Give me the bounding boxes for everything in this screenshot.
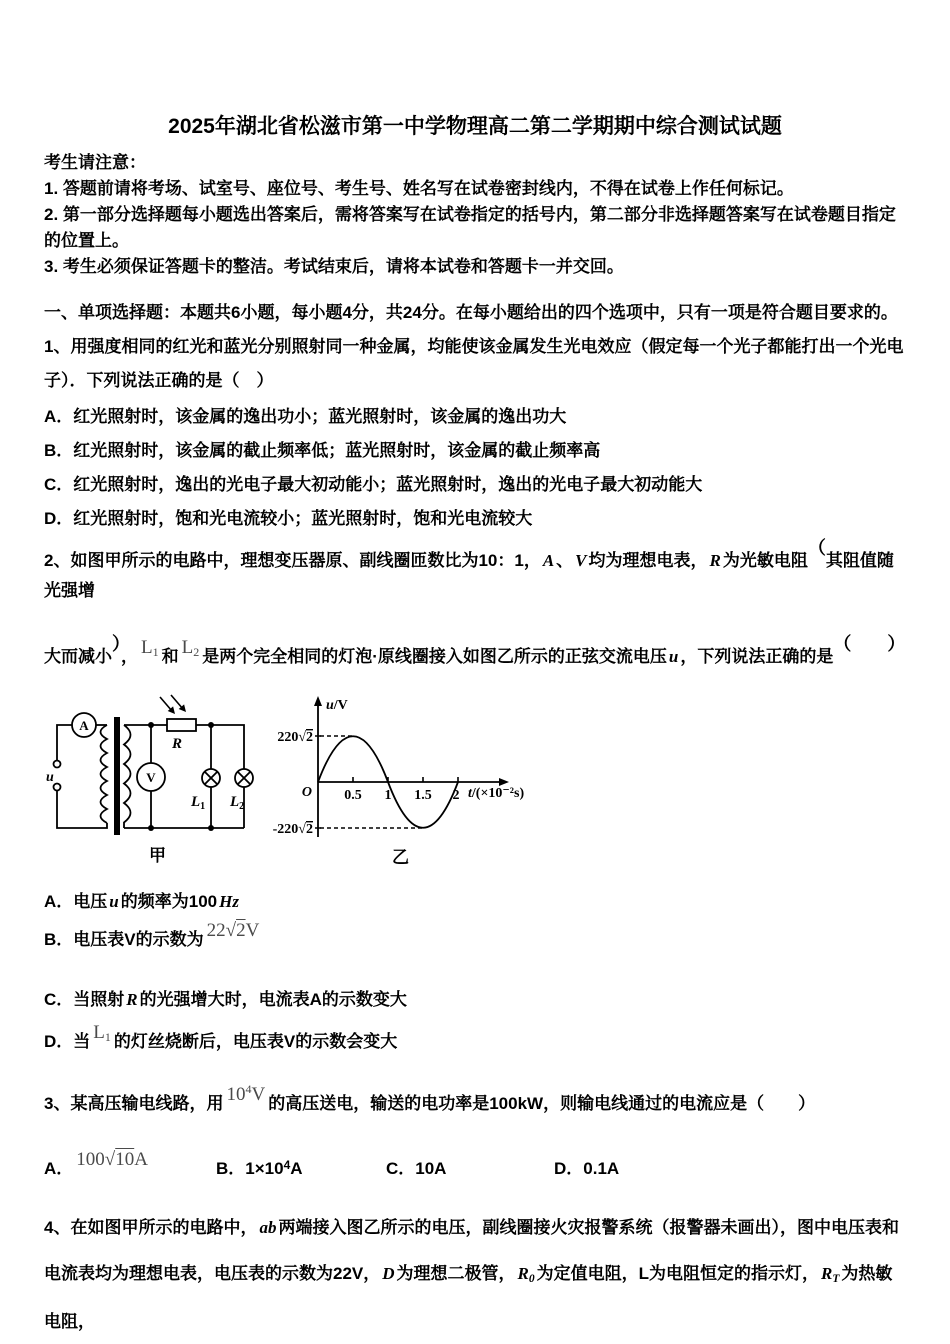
lamp2-cross: [238, 772, 251, 785]
q2-option-a-text: 的频率为100: [120, 892, 218, 911]
q4-stem-text: 为热敏电阻，: [44, 1264, 893, 1331]
formula-unit: A: [134, 1149, 148, 1170]
q3-option-a: [44, 1149, 216, 1181]
xlabel-rest: /(×10⁻²s): [471, 786, 525, 801]
formula-pre: 22√: [206, 920, 237, 941]
var-A: A: [542, 551, 555, 570]
x-tick-label: 1.5: [414, 788, 432, 803]
circuit-caption: 甲: [149, 846, 166, 865]
q2-stem-text: 其阻值随光强增: [44, 551, 894, 600]
question-4: [44, 1205, 906, 1344]
x-tick-label: 1: [384, 788, 392, 803]
formula-L2-base: L: [181, 637, 194, 658]
ylabel-rest: /V: [333, 698, 348, 713]
q2-option-d-text: 的灯丝烧断后，电压表V的示数会变大: [113, 1032, 398, 1051]
secondary-coil-icon: [124, 725, 131, 828]
q2-option-d-text: D．当: [44, 1032, 91, 1051]
question-2: [44, 538, 906, 1054]
trough-radicand: 2: [306, 822, 313, 837]
var-R0: [518, 1264, 535, 1283]
q2-stem-text: ，: [121, 647, 138, 666]
formula-exponent: 4: [245, 1082, 252, 1096]
lamp1-cross: [205, 772, 218, 785]
trough-value-label: [273, 822, 313, 837]
formula-base: 10: [226, 1084, 246, 1105]
wire: [57, 725, 72, 761]
unit-Hz: Hz: [219, 892, 239, 911]
q2-stem-text: 为光敏电阻: [722, 551, 808, 570]
q1-option-d: D．红光照射时，饱和光电流较小；蓝光照射时，饱和光电流较大: [44, 509, 533, 528]
q3-option-b-exponent: 4: [283, 1158, 291, 1172]
var-R0-sub: 0: [528, 1273, 535, 1285]
question-3: [44, 1082, 906, 1181]
lamp2-label-sub: 2: [239, 801, 245, 812]
formula-unit: V: [245, 920, 260, 941]
ammeter-label: A: [79, 718, 89, 733]
q2-stem-text: 、: [556, 551, 574, 570]
q4-stem-text: 为定值电阻，L为电阻恒定的指示灯，: [536, 1264, 820, 1283]
terminal-icon: [54, 784, 61, 791]
var-RT: [821, 1264, 839, 1283]
q2-stem-line1: [44, 538, 906, 606]
graph-ylabel: [326, 698, 348, 713]
formula-L1-base: L: [141, 637, 153, 658]
junction-dot: [148, 825, 154, 831]
lamp1-label-sub: 1: [200, 801, 206, 812]
voltage-graph: [314, 696, 509, 837]
q2-option-b: [44, 920, 906, 950]
raised-close-paren: ）: [112, 634, 121, 654]
source-label: u: [46, 770, 54, 785]
var-R0-base: R: [517, 1264, 529, 1283]
formula-unit: V: [251, 1084, 266, 1105]
q2-option-b-text: B．电压表V的示数为: [44, 930, 204, 949]
peak-value-label: [277, 730, 313, 745]
notice-item-3: 3. 考生必须保证答题卡的整洁。考试结束后，请将本试卷和答题卡一并交回。: [44, 257, 624, 276]
q3-option-b: [216, 1158, 386, 1181]
q2-option-d: [44, 1022, 906, 1054]
q2-stem-line2: [44, 634, 906, 673]
q1-stem: 1、用强度相同的红光和蓝光分别照射同一种金属，均能使该金属发生光电效应（假定每一个光子都能打出一个光电子）．下列说法正确的是（ ）: [44, 337, 904, 390]
q2-figure-svg: [44, 693, 584, 871]
formula-L1-sub: 1: [152, 645, 159, 659]
formula-L1: [141, 637, 159, 658]
var-RT-sub: T: [832, 1273, 840, 1285]
q1-option-b: B．红光照射时，该金属的截止频率低；蓝光照射时，该金属的截止频率高: [44, 441, 601, 460]
q2-stem-text: 2、如图甲所示的电路中，理想变压器原、副线圈匝数比为10：1，: [44, 551, 541, 570]
var-RT-base: R: [821, 1264, 833, 1283]
junction-dot: [208, 825, 214, 831]
formula-L1-base: L: [93, 1022, 105, 1043]
q4-stem-text: 为理想二极管，: [396, 1264, 516, 1283]
var-V: V: [575, 551, 587, 570]
junction-dot: [208, 722, 214, 728]
x-tick-label: 2: [452, 788, 460, 803]
q2-option-a-text: A．电压: [44, 892, 108, 911]
formula-radicand: 10: [115, 1149, 135, 1170]
formula-radicand: 2: [236, 920, 246, 941]
notice-section: [44, 150, 906, 280]
lamp1-label: [190, 794, 205, 812]
q3-option-a-label: A．: [44, 1159, 74, 1178]
page-title: 2025年湖北省松滋市第一中学物理高二第二学期期中综合测试试题: [168, 115, 782, 138]
peak-pre: 220√: [277, 730, 306, 745]
q3-options-row: [44, 1149, 906, 1181]
terminal-icon: [54, 761, 61, 768]
lamp2-label: [229, 794, 244, 812]
lamp2-label-base: L: [230, 794, 240, 810]
q3-stem: [44, 1082, 906, 1116]
formula-22sqrt2V: [207, 920, 260, 941]
circuit-diagram: [54, 695, 254, 835]
q2-stem-text: 大而减小: [44, 647, 112, 666]
resistor-label: R: [171, 736, 183, 752]
y-axis-arrowhead: [314, 696, 322, 706]
q3-option-b-unit: A: [290, 1159, 303, 1178]
junction-dot: [148, 722, 154, 728]
q2-option-c: [44, 989, 906, 1010]
xlabel-var: t: [468, 786, 472, 801]
var-u: u: [109, 892, 119, 911]
q3-option-c: C．10A: [386, 1159, 447, 1178]
q2-stem-text: 均为理想电表，: [588, 551, 708, 570]
graph-xlabel: [468, 786, 524, 801]
notice-item-1: 1. 答题前请将考场、试室号、座位号、考生号、姓名写在试卷密封线内，不得在试卷上作任何标记。: [44, 179, 794, 198]
raised-answer-parens: （ ）: [833, 634, 906, 654]
formula-L1: [93, 1022, 111, 1043]
question-1: [44, 330, 906, 529]
transformer-core-icon: [114, 717, 120, 835]
q4-stem-text: 两端接入图乙所示的电压，副线圈接火灾报警系统（报警器未画出），图中电压表和电流表均为理想电表，电压表的示数为22V，: [44, 1218, 899, 1283]
raised-open-paren: （: [807, 538, 826, 558]
formula-10e4V: [226, 1084, 265, 1105]
q2-option-c-text: C．当照射: [44, 990, 125, 1009]
notice-item-2: 2. 第一部分选择题每小题选出答案后，需将答案写在试卷指定的括号内，第二部分非选择题答案写在试卷题目指定的位置上。: [44, 205, 896, 250]
x-axis-arrowhead: [499, 778, 509, 786]
section1-header: 一、单项选择题：本题共6小题，每小题4分，共24分。在每小题给出的四个选项中，只有一项是符合题目要求的。: [44, 303, 898, 322]
trough-pre: -220√: [272, 822, 306, 837]
var-R: R: [126, 990, 138, 1009]
formula-pre: 100√: [76, 1149, 116, 1170]
q4-stem: [44, 1205, 906, 1344]
voltmeter-label: V: [146, 770, 156, 785]
origin-label: O: [301, 785, 312, 800]
q3-stem-text: 3、某高压输电线路，用: [44, 1094, 224, 1113]
primary-coil-icon: [101, 725, 108, 823]
lamp1-label-base: L: [191, 794, 201, 810]
q2-figure: [44, 693, 906, 876]
q2-stem-text: ，下列说法正确的是: [680, 647, 834, 666]
var-D: D: [382, 1264, 395, 1283]
q1-option-c: C．红光照射时，逸出的光电子最大初动能小；蓝光照射时，逸出的光电子最大初动能大: [44, 475, 703, 494]
graph-caption: 乙: [392, 848, 409, 867]
q2-option-a: [44, 891, 906, 912]
var-R: R: [709, 551, 721, 570]
var-u: u: [668, 647, 679, 666]
q2-stem-text: 是两个完全相同的灯泡·原线圈接入如图乙所示的正弦交流电压: [202, 647, 667, 666]
formula-L2-sub: 2: [193, 645, 200, 659]
wire: [57, 791, 107, 829]
photoresistor-icon: [167, 719, 196, 731]
formula-L1-sub: 1: [104, 1030, 111, 1044]
peak-radicand: 2: [306, 730, 313, 745]
q3-option-b-text: B．1×10: [216, 1159, 284, 1178]
q1-option-a: A．红光照射时，该金属的逸出功小；蓝光照射时，该金属的逸出功大: [44, 407, 567, 426]
q3-stem-text: 的高压送电，输送的电功率是100kW，则输电线通过的电流应是（ ）: [268, 1094, 816, 1113]
wire: [196, 725, 244, 769]
x-tick-label: 0.5: [344, 788, 362, 803]
ylabel-var: u: [326, 698, 334, 713]
formula-L2: [182, 637, 200, 658]
q3-option-d: D．0.1A: [554, 1159, 620, 1178]
q2-option-c-text: 的光强增大时，电流表A的示数变大: [139, 990, 407, 1009]
q4-stem-text: 4、在如图甲所示的电路中，: [44, 1218, 258, 1237]
q2-stem-text: 和: [161, 647, 179, 666]
var-ab: ab: [259, 1218, 277, 1237]
notice-heading: 考生请注意：: [44, 153, 146, 172]
formula-100sqrt10A: [76, 1149, 148, 1170]
